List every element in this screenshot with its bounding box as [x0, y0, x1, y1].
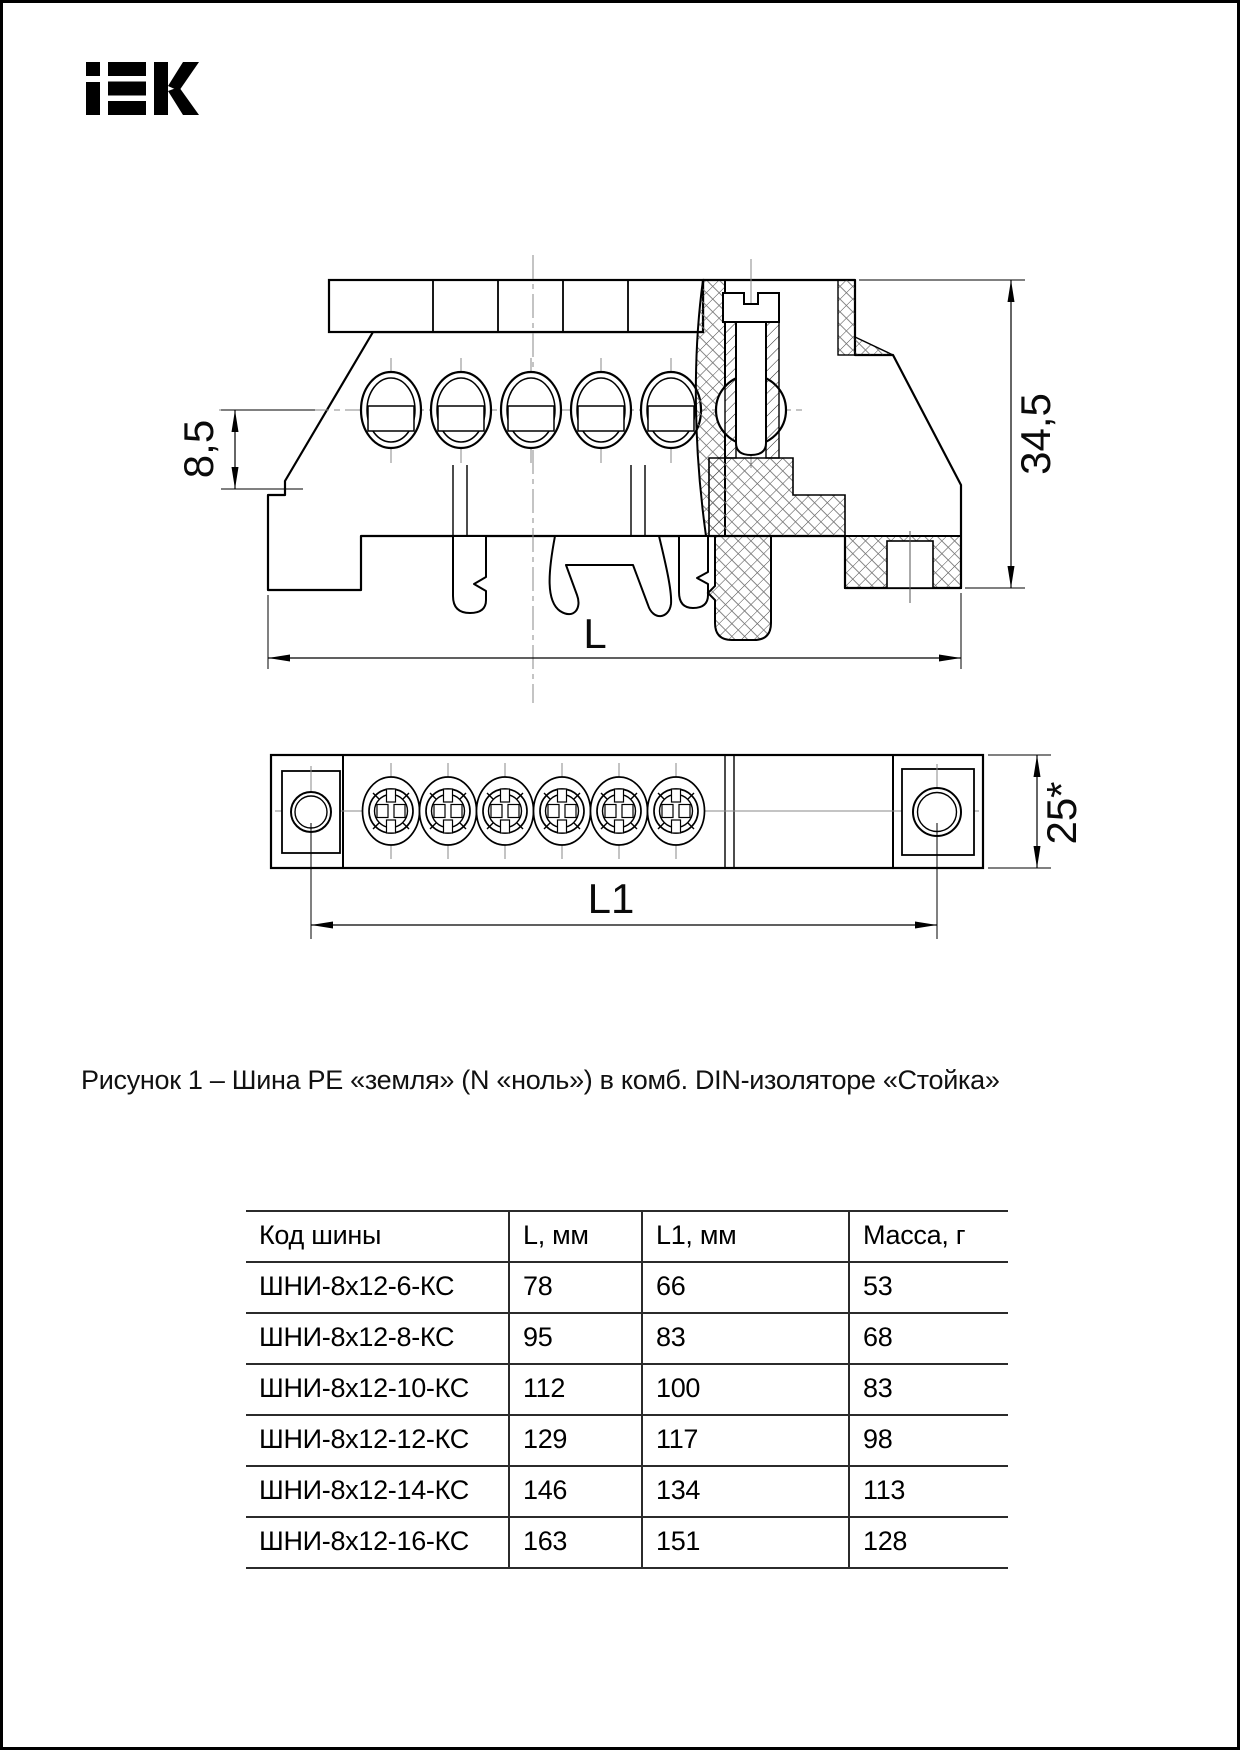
dim-label-height: 34,5 — [1012, 393, 1059, 475]
cell-l: 112 — [508, 1365, 641, 1414]
cell-code: ШНИ-8х12-14-КС — [259, 1475, 469, 1505]
cell-mass: 113 — [848, 1467, 1008, 1516]
dim-25 — [988, 755, 1085, 868]
dim-label-length: L — [583, 610, 607, 657]
iek-logo — [86, 61, 199, 116]
cell-mass: 98 — [848, 1416, 1008, 1465]
plan-view — [271, 755, 983, 868]
col-header-l: L, мм — [508, 1212, 641, 1261]
table-row — [246, 1365, 1008, 1416]
dim-label-hole-offset: 8,5 — [175, 419, 222, 479]
cell-code: ШНИ-8х12-6-КС — [259, 1271, 455, 1301]
cell-code: ШНИ-8х12-10-КС — [259, 1373, 469, 1403]
table-row — [246, 1416, 1008, 1467]
din-clip — [453, 536, 708, 616]
col-header-mass: Масса, г — [848, 1212, 1008, 1261]
cell-l1: 117 — [641, 1416, 848, 1465]
dim-label-hole-span: L1 — [587, 875, 635, 922]
cell-l: 146 — [508, 1467, 641, 1516]
dim-label-width: 25* — [1038, 781, 1085, 845]
cell-l1: 134 — [641, 1467, 848, 1516]
spec-table — [246, 1210, 1008, 1569]
technical-drawing — [3, 233, 1240, 973]
dim-L — [268, 593, 961, 669]
side-view — [175, 255, 1085, 939]
cell-mass: 68 — [848, 1314, 1008, 1363]
col-header-code: Код шины — [259, 1220, 382, 1250]
base-block — [845, 531, 961, 603]
cell-code: ШНИ-8х12-8-КС — [259, 1322, 455, 1352]
cell-l1: 100 — [641, 1365, 848, 1414]
table-row — [246, 1263, 1008, 1314]
mount-hole-right — [902, 764, 974, 860]
table-row — [246, 1467, 1008, 1518]
cell-mass: 53 — [848, 1263, 1008, 1312]
table-header-row — [246, 1212, 1008, 1263]
col-header-l1: L1, мм — [641, 1212, 848, 1261]
cell-l: 78 — [508, 1263, 641, 1312]
table-row — [246, 1314, 1008, 1365]
cell-code: ШНИ-8х12-16-КС — [259, 1526, 469, 1556]
cell-l1: 66 — [641, 1263, 848, 1312]
cell-l1: 151 — [641, 1518, 848, 1567]
cell-l: 163 — [508, 1518, 641, 1567]
cell-mass: 128 — [848, 1518, 1008, 1567]
cell-l: 95 — [508, 1314, 641, 1363]
cell-l1: 83 — [641, 1314, 848, 1363]
figure-caption: Рисунок 1 – Шина PE «земля» (N «ноль») в комб. DIN-изоляторе «Стойка» — [81, 1065, 1000, 1095]
cell-mass: 83 — [848, 1365, 1008, 1414]
cell-l: 129 — [508, 1416, 641, 1465]
cell-code: ШНИ-8х12-12-КС — [259, 1424, 469, 1454]
table-row — [246, 1518, 1008, 1569]
